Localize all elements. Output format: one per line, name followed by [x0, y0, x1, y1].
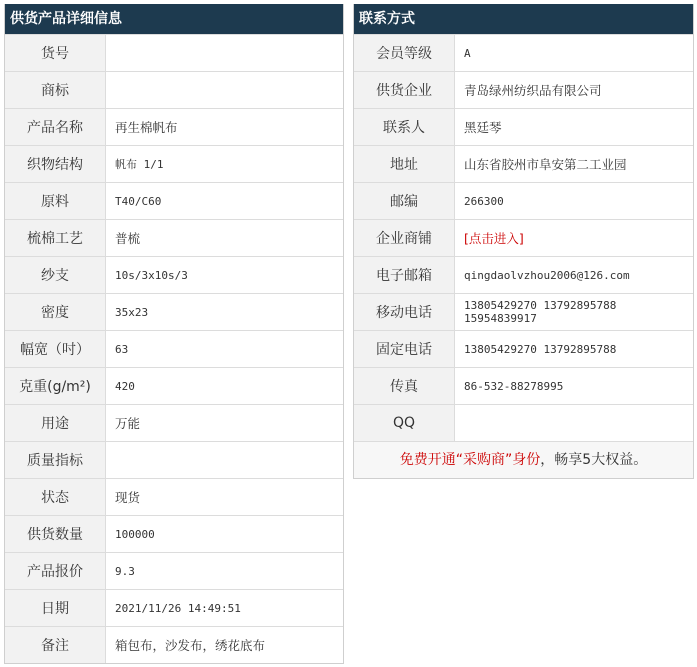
table-row [354, 183, 693, 220]
table-row [5, 72, 343, 109]
row-label: 克重(g/m²) [5, 368, 106, 405]
row-value: 10s/3x10s/3 [106, 257, 344, 294]
row-value: T40/C60 [106, 183, 344, 220]
table-row [5, 479, 343, 516]
contact-table [354, 34, 693, 441]
table-row [5, 257, 343, 294]
row-value: 2021/11/26 14:49:51 [106, 590, 344, 627]
row-value: qingdaolvzhou2006@126.com [455, 257, 694, 294]
row-label: 梳棉工艺 [5, 220, 106, 257]
row-value: 现货 [106, 479, 344, 516]
table-row [354, 368, 693, 405]
row-value: 普梳 [106, 220, 344, 257]
row-value: 青岛绿州纺织品有限公司 [455, 72, 694, 109]
table-row [354, 146, 693, 183]
row-label: 会员等级 [354, 35, 455, 72]
row-label: 备注 [5, 627, 106, 664]
row-label: 电子邮箱 [354, 257, 455, 294]
shop-link[interactable]: [点击进入] [464, 231, 524, 246]
table-row [5, 405, 343, 442]
row-label: 商标 [5, 72, 106, 109]
row-value: 帆布 1/1 [106, 146, 344, 183]
row-label: 邮编 [354, 183, 455, 220]
row-label: 传真 [354, 368, 455, 405]
row-label: 固定电话 [354, 331, 455, 368]
contact-panel [353, 4, 694, 479]
table-row [354, 220, 693, 257]
table-row [354, 35, 693, 72]
row-value: 9.3 [106, 553, 344, 590]
row-value [106, 35, 344, 72]
row-value: 箱包布，沙发布，绣花底布 [106, 627, 344, 664]
table-row [354, 294, 693, 331]
table-row [354, 257, 693, 294]
promo-rest: ，畅享5大权益。 [540, 452, 648, 468]
row-value: 再生棉帆布 [106, 109, 344, 146]
row-value: 35x23 [106, 294, 344, 331]
row-label: 企业商铺 [354, 220, 455, 257]
row-value: 266300 [455, 183, 694, 220]
row-label: 织物结构 [5, 146, 106, 183]
table-row [5, 146, 343, 183]
row-label: 货号 [5, 35, 106, 72]
row-value: A [455, 35, 694, 72]
row-value [106, 442, 344, 479]
row-label: 供货数量 [5, 516, 106, 553]
promo-highlight: 免费开通“采购商”身份 [399, 452, 541, 468]
row-label: 移动电话 [354, 294, 455, 331]
product-detail-table [5, 34, 343, 663]
row-label: 幅宽（吋） [5, 331, 106, 368]
table-row [354, 331, 693, 368]
row-label: 日期 [5, 590, 106, 627]
row-label: 原料 [5, 183, 106, 220]
table-row [5, 220, 343, 257]
row-label: 状态 [5, 479, 106, 516]
row-label: 密度 [5, 294, 106, 331]
row-label: 供货企业 [354, 72, 455, 109]
table-row [354, 405, 693, 442]
row-value [106, 72, 344, 109]
row-value: 13805429270 13792895788 15954839917 [455, 294, 694, 331]
row-value: 山东省胶州市阜安第二工业园 [455, 146, 694, 183]
row-label: QQ [354, 405, 455, 442]
product-detail-panel [4, 4, 344, 664]
table-row [5, 442, 343, 479]
row-value: 13805429270 13792895788 [455, 331, 694, 368]
row-label: 地址 [354, 146, 455, 183]
row-label: 用途 [5, 405, 106, 442]
table-row [354, 72, 693, 109]
table-row [5, 35, 343, 72]
table-row [5, 368, 343, 405]
row-value: 63 [106, 331, 344, 368]
row-value [455, 405, 694, 442]
table-row [5, 183, 343, 220]
table-row [5, 627, 343, 664]
table-row [5, 516, 343, 553]
row-value: 黑廷琴 [455, 109, 694, 146]
row-label: 产品名称 [5, 109, 106, 146]
row-label: 联系人 [354, 109, 455, 146]
table-row [5, 553, 343, 590]
row-value: 100000 [106, 516, 344, 553]
table-row [5, 590, 343, 627]
row-value [455, 220, 694, 257]
row-label: 质量指标 [5, 442, 106, 479]
table-row [5, 109, 343, 146]
row-value: 86-532-88278995 [455, 368, 694, 405]
table-row [354, 109, 693, 146]
row-value: 420 [106, 368, 344, 405]
table-row [5, 331, 343, 368]
buyer-promo-banner[interactable] [354, 441, 693, 478]
row-label: 纱支 [5, 257, 106, 294]
product-panel-title: 供货产品详细信息 [5, 4, 343, 34]
row-label: 产品报价 [5, 553, 106, 590]
contact-panel-title: 联系方式 [354, 4, 693, 34]
row-value: 万能 [106, 405, 344, 442]
table-row [5, 294, 343, 331]
